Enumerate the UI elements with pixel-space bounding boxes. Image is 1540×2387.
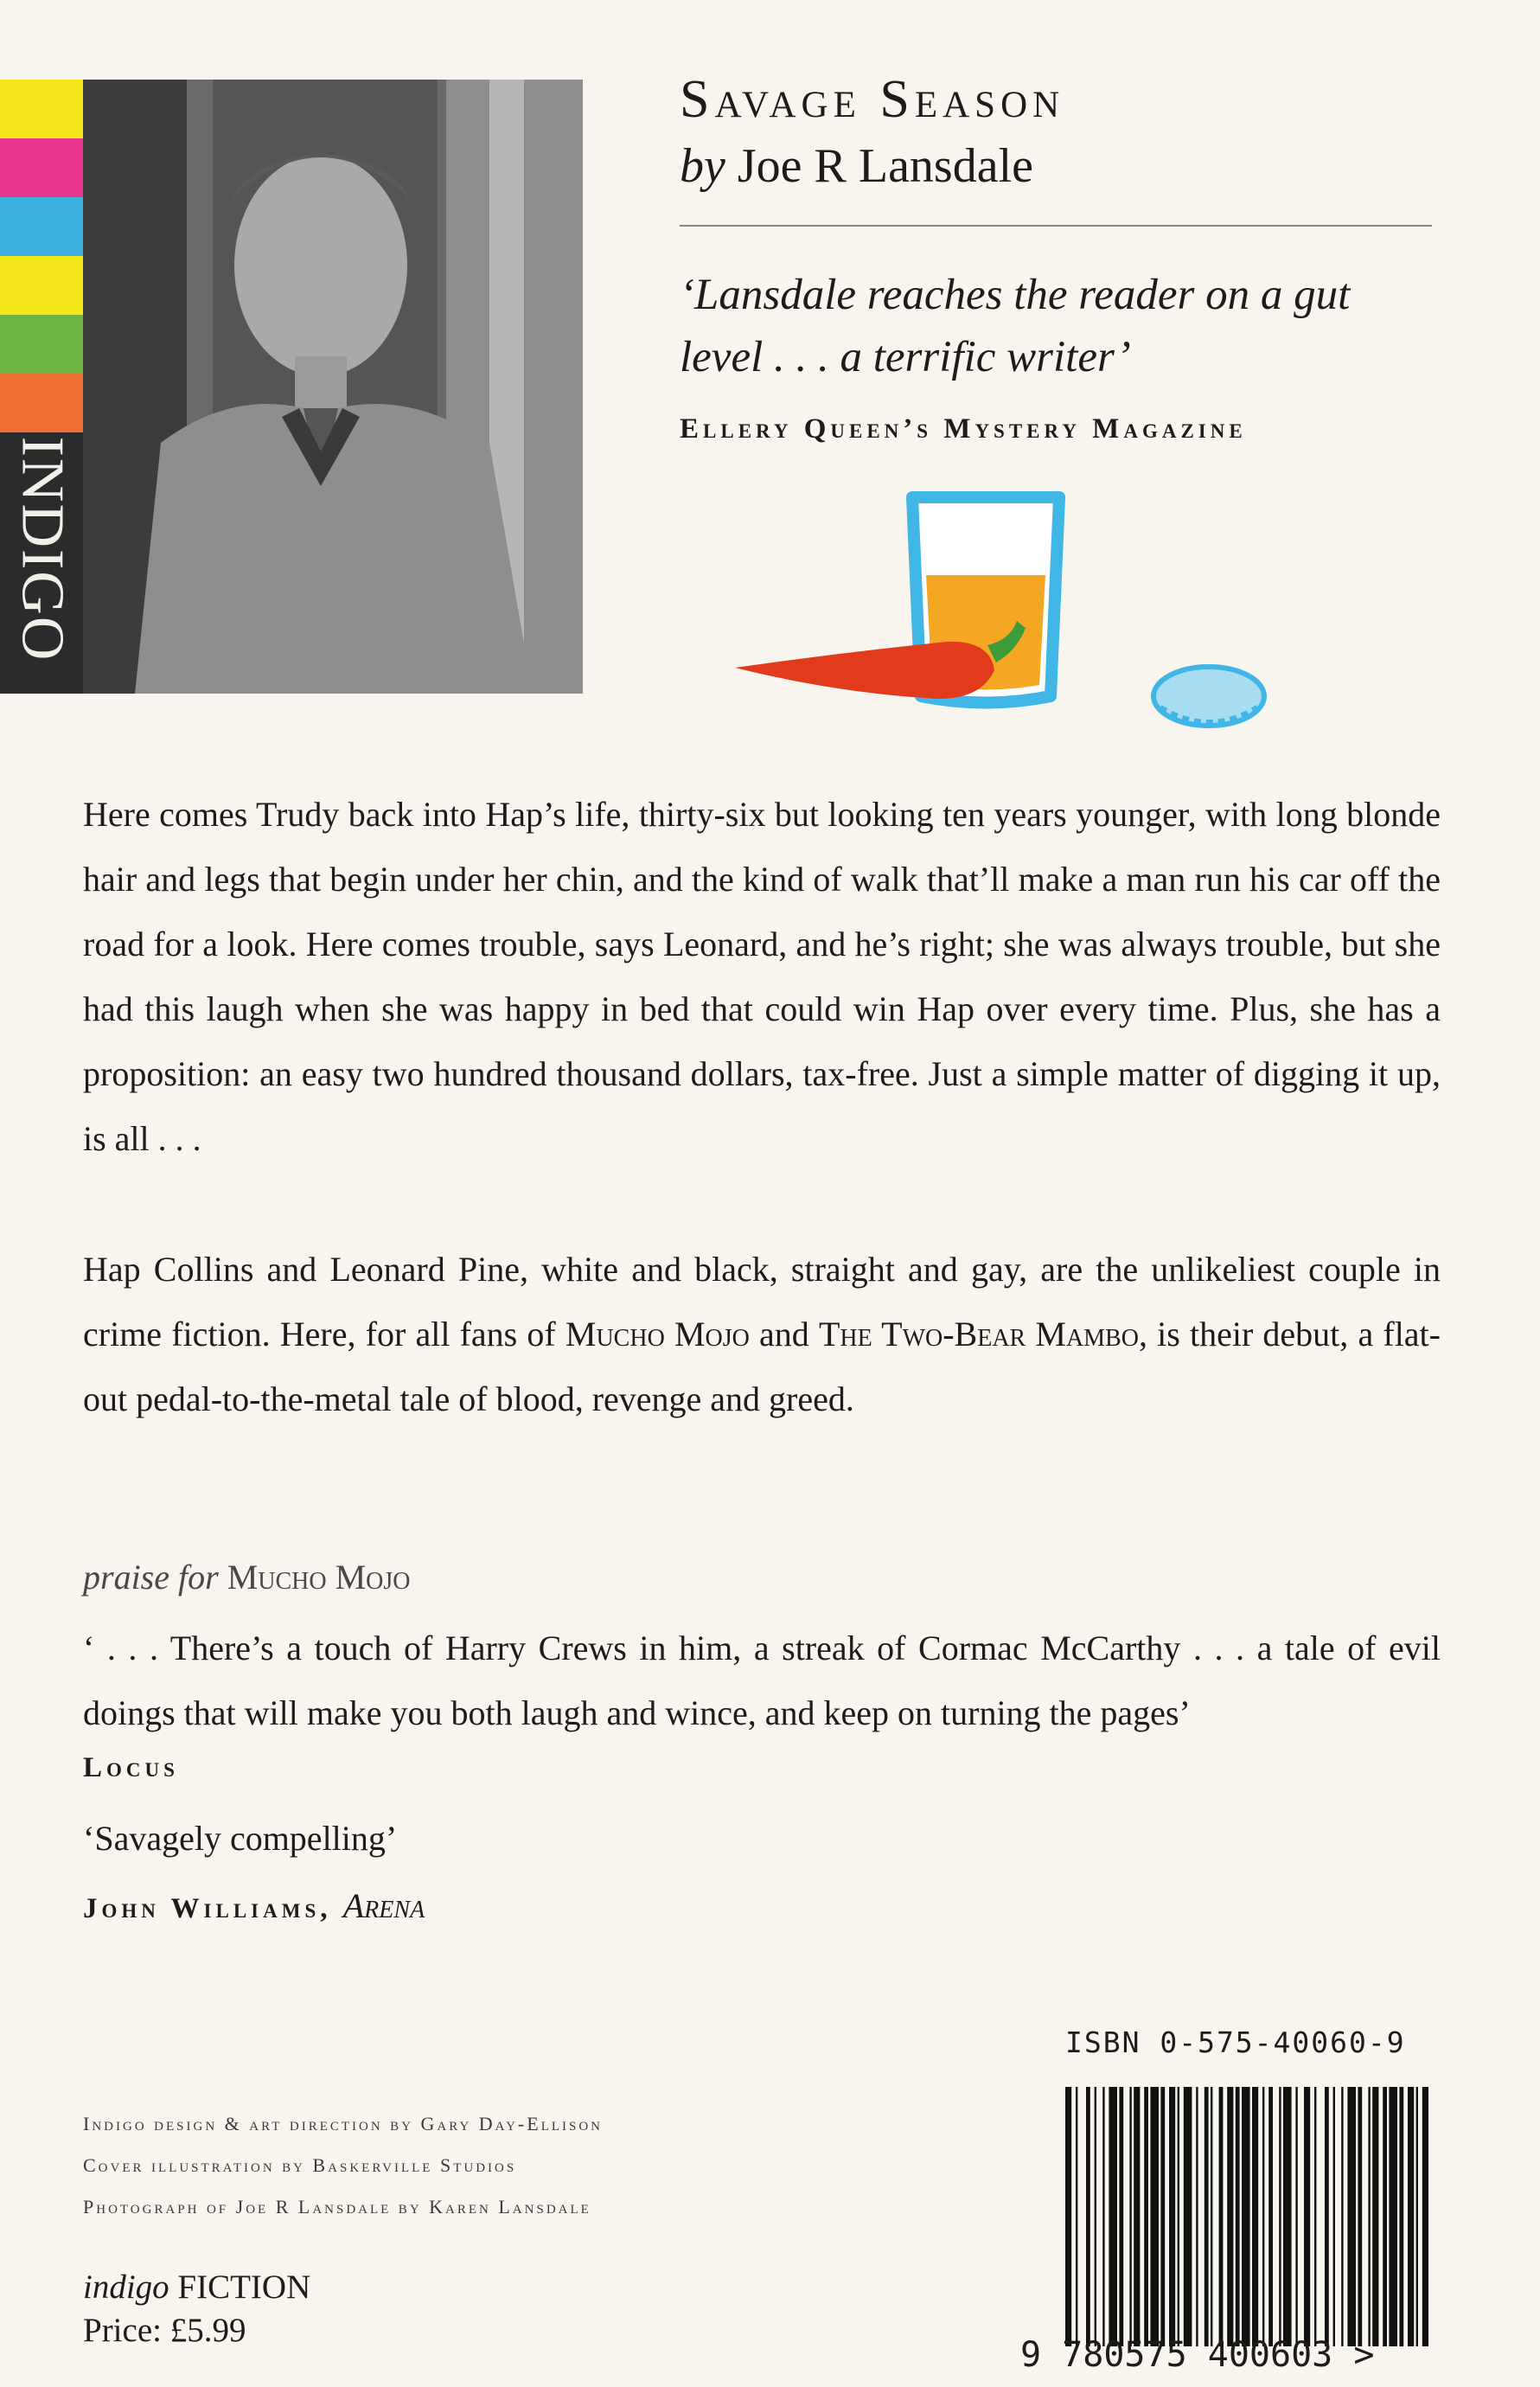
series-label-italic: indigo: [83, 2269, 169, 2306]
barcode-bar: [1389, 2087, 1397, 2346]
byline-prefix: by: [680, 139, 725, 193]
barcode-bar: [1347, 2087, 1356, 2346]
barcode-bar: [1422, 2087, 1428, 2346]
stripe-cyan: [0, 197, 83, 256]
barcode-bar: [1205, 2087, 1209, 2346]
spine-imprint-logo: [0, 406, 83, 692]
barcode-bar: [1095, 2087, 1096, 2346]
barcode-bar: [1129, 2087, 1131, 2346]
barcode-bar: [1304, 2087, 1310, 2346]
credit-design: Indigo design & art direction by Gary Day-Ellison: [83, 2113, 604, 2134]
book-title: Savage Season: [680, 70, 1065, 129]
credit-photograph: Photograph of Joe R Lansdale by Karen Lansdale: [83, 2196, 591, 2217]
barcode-bar: [1076, 2087, 1077, 2346]
author-name: Joe R Lansdale: [737, 139, 1033, 193]
author-photo: [83, 80, 583, 694]
byline: [680, 138, 1033, 194]
barcode-bar: [1178, 2087, 1179, 2346]
credit-illustration: Cover illustration by Baskerville Studios: [83, 2154, 517, 2176]
barcode-bar: [1368, 2087, 1370, 2346]
stripe-yellow-1: [0, 80, 83, 138]
barcode-bar: [1279, 2087, 1281, 2346]
barcode-bar: [1383, 2087, 1387, 2346]
barcode-bar: [1086, 2087, 1090, 2346]
barcode-bar: [1358, 2087, 1362, 2346]
barcode-bar: [1372, 2087, 1378, 2346]
drink-chilli-illustration: [735, 467, 1297, 752]
blurb-paragraph-1: Here comes Trudy back into Hap’s life, thirty-six but looking ten years younger, with long blonde hair and legs that begin under her chin, and the kind of walk that’ll make a man run his car off the road for a look. Here comes trouble, says Leonard, and he’s right; she was always trouble, but she had this laugh when she was happy in bed that could win Hap over every time. Plus, she has a proposition: an easy two hundred thousand dollars, tax-free. Just a simple matter of digging it up, is all . . .: [83, 795, 1441, 1158]
review-source: Ellery Queen’s Mystery Magazine: [680, 413, 1247, 445]
blurb-text-b: and: [749, 1315, 819, 1353]
barcode-bar: [1144, 2087, 1148, 2346]
stripe-green: [0, 315, 83, 374]
barcode-bar: [1227, 2087, 1233, 2346]
barcode-bar: [1196, 2087, 1198, 2346]
praise-heading: [83, 1557, 411, 1597]
praise-heading-title: Mucho Mojo: [227, 1558, 411, 1597]
stripe-magenta: [0, 138, 83, 197]
title-divider: [680, 225, 1432, 227]
barcode-bar: [1325, 2087, 1329, 2346]
isbn-label: ISBN 0-575-40060-9: [1065, 2025, 1406, 2059]
barcode-bar: [1341, 2087, 1343, 2346]
barcode-bar: [1160, 2087, 1165, 2346]
barcode-bar: [1169, 2087, 1175, 2346]
author-photo-illustration: [83, 80, 583, 694]
barcode-bar: [1150, 2087, 1159, 2346]
imprint-block: [83, 2266, 310, 2352]
barcode-bar: [1102, 2087, 1104, 2346]
barcode-bar: [1268, 2087, 1273, 2346]
barcode-digits: 9 780575 400603 >: [1020, 2335, 1375, 2375]
praise-attribution-2-publication: Arena: [342, 1886, 425, 1925]
barcode-bar: [1219, 2087, 1224, 2346]
praise-attribution-2-name: John Williams,: [83, 1893, 332, 1924]
blurb-book-title-2: The Two-Bear Mambo: [818, 1315, 1139, 1353]
blurb-paragraph-2: [83, 1237, 1441, 1431]
barcode-bar: [1283, 2087, 1292, 2346]
review-quote: ‘Lansdale reaches the reader on a gut level . . . a terrific writer’: [680, 271, 1351, 382]
praise-attribution-1: Locus: [83, 1752, 179, 1783]
barcode-bar: [1134, 2087, 1140, 2346]
praise-attribution-2: [83, 1885, 425, 1926]
praise-quote-1: ‘ . . . There’s a touch of Harry Crews in him, a streak of Cormac McCarthy . . . a tale of evil doings that will make you both laugh and wince, and keep on turning the pages’: [83, 1629, 1441, 1732]
barcode-bar: [1184, 2087, 1192, 2346]
barcode-bar: [1333, 2087, 1335, 2346]
price-label: Price: £5.99: [83, 2312, 246, 2349]
barcode-bar: [1416, 2087, 1418, 2346]
blurb-text-a: Hap Collins and Leonard Pine, white and black, straight and gay, are the unlikeliest couple in crime fiction. Here, for all fans of: [83, 1250, 1441, 1353]
spine-imprint-text: INDIGO: [9, 436, 76, 662]
stripe-yellow-2: [0, 256, 83, 315]
series-label: [83, 2266, 310, 2309]
credits-block: [83, 2103, 603, 2228]
blurb-book-title-1: Mucho Mojo: [565, 1315, 750, 1353]
barcode-bar: [1119, 2087, 1123, 2346]
chilli-pepper-icon: [735, 642, 994, 699]
barcode-bar: [1314, 2087, 1316, 2346]
praise-quote-2: ‘Savagely compelling’: [83, 1819, 398, 1858]
barcode-bar: [1262, 2087, 1264, 2346]
bottle-cap-icon: [1153, 667, 1264, 726]
barcode-bar: [1236, 2087, 1240, 2346]
praise-heading-prefix: praise for: [83, 1558, 219, 1597]
barcode-bar: [1109, 2087, 1117, 2346]
barcode-icon: [1065, 2072, 1428, 2361]
barcode-bar: [1295, 2087, 1297, 2346]
barcode-bar: [1252, 2087, 1258, 2346]
barcode-bar: [1211, 2087, 1212, 2346]
barcode-bar: [1242, 2087, 1250, 2346]
series-label-rest: FICTION: [169, 2269, 311, 2306]
barcode-bar: [1399, 2087, 1403, 2346]
barcode-bar: [1065, 2087, 1071, 2346]
barcode-bar: [1408, 2087, 1414, 2346]
blurb-text-c: , is their debut, a flat-out pedal-to-the-metal tale of blood, revenge and greed.: [83, 1315, 1441, 1418]
